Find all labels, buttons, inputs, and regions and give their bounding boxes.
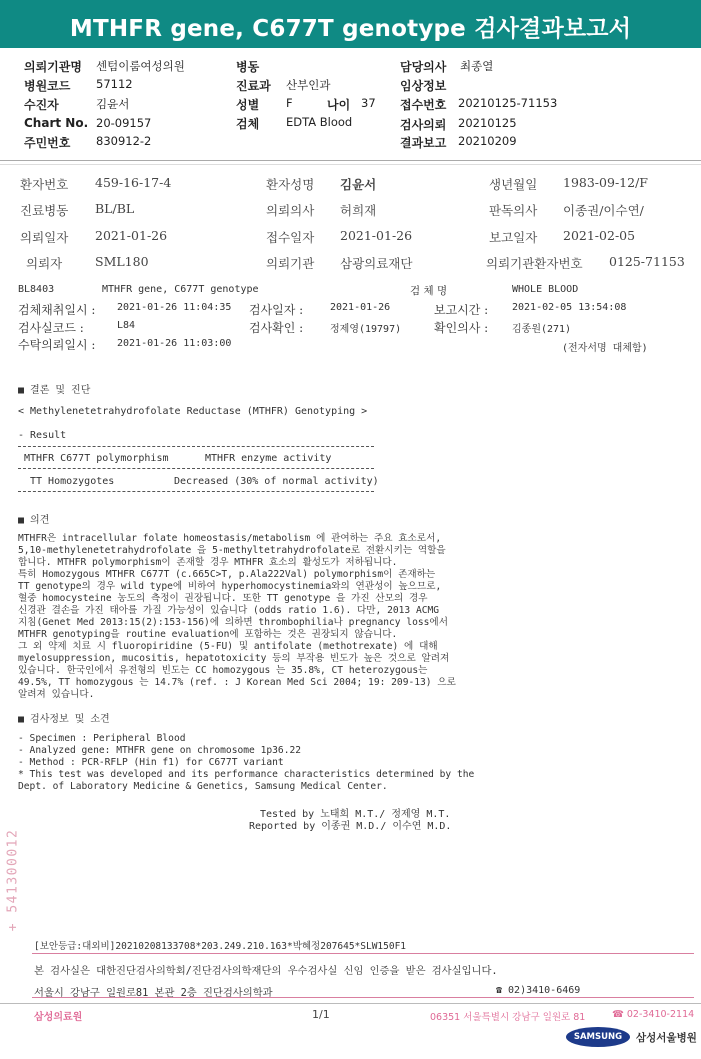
clinical-label: 임상정보 — [400, 79, 447, 93]
room-label: 검사실코드 : — [18, 321, 84, 335]
method-line: - Analyzed gene: MTHFR gene on chromosome 1p36.22 — [18, 745, 302, 756]
dob-value: 1983-09-12/F — [563, 175, 648, 190]
opinion-line: 합니다. MTHFR polymorphism이 존재할 경우 MTHFR 효소의 활성도가 저하됩니다. — [18, 557, 398, 568]
sex-label: 성별 — [236, 98, 260, 112]
requesting-inst-value: 센텀이룸여성의원 — [96, 59, 185, 73]
pid-label: 환자번호 — [20, 177, 69, 192]
collect-value: 2021-01-26 11:04:35 — [117, 302, 232, 313]
confirm-label: 검사확인 : — [249, 321, 304, 335]
collect-label: 검체채취일시 : — [18, 303, 96, 317]
dept-value: 산부인과 — [286, 78, 331, 92]
req-doctor-label: 의뢰의사 — [266, 203, 315, 218]
inst-pid-value: 0125-71153 — [609, 254, 685, 269]
confirm-value: 정제영(19797) — [330, 324, 402, 335]
room-value: L84 — [117, 320, 136, 331]
section-divider — [0, 160, 701, 165]
reading-value: 이종권/이수연/ — [563, 203, 644, 218]
chart-no-label: Chart No. — [24, 116, 89, 130]
table-rule-mid — [18, 468, 374, 469]
report-title: MTHFR gene, C677T genotype 검사결과보고서 — [69, 16, 632, 42]
method-line: - Method : PCR-RFLP (Hin f1) for C677T variant — [18, 757, 284, 768]
rrn-label: 주민번호 — [24, 136, 71, 150]
req-inst-label: 의뢰기관 — [266, 256, 315, 271]
name-label: 환자성명 — [266, 177, 315, 192]
results-heading: ■ 결론 및 진단 — [18, 385, 91, 396]
request-date-label: 검사의뢰 — [400, 118, 447, 132]
table-header-genotype: MTHFR C677T polymorphism — [24, 453, 169, 464]
recv-date-label: 접수일자 — [266, 230, 315, 245]
activity-value: Decreased (30% of normal activity) — [174, 476, 379, 487]
age-value: 37 — [361, 96, 376, 110]
doctor-value: 최종열 — [460, 59, 494, 73]
verify-value: 김종원(271) — [512, 324, 572, 335]
ward-label: 병동 — [236, 60, 260, 74]
table-rule-bottom — [18, 491, 374, 492]
req-date-label: 의뢰일자 — [20, 230, 69, 245]
test-date-value: 2021-01-26 — [330, 302, 391, 313]
test-name: MTHFR gene, C677T genotype — [102, 284, 259, 295]
lab-phone: ☎ 02)3410-6469 — [496, 985, 581, 996]
security-stamp: [보안등급:대외비]20210208133708*203.249.210.163*박혜정207645*SLW150F1 — [34, 941, 407, 952]
report-date-value: 20210209 — [458, 134, 517, 148]
dept-label: 진료과 — [236, 79, 271, 93]
opinion-heading: ■ 의견 — [18, 515, 50, 526]
report-date-label-2: 보고일자 — [489, 230, 538, 245]
reported-by: Reported by 이종권 M.D./ 이수연 M.D. — [249, 821, 452, 832]
cert-note: 본 검사실은 대한진단검사의학회/진단검사의학재단의 우수검사실 신임 인증을 받은 검사실입니다. — [34, 965, 498, 977]
specimen-value: EDTA Blood — [286, 115, 353, 129]
opinion-line: 있습니다. 한국인에서 유전형의 빈도는 CC homozygous 는 35.8%, CT heterozygous는 — [18, 665, 428, 676]
ward-label-2: 진료병동 — [20, 203, 69, 218]
req-doctor-value: 허희재 — [340, 203, 377, 218]
request-date-value: 20210125 — [458, 116, 517, 130]
doctor-label: 담당의사 — [400, 60, 447, 74]
report-time-label: 보고시간 : — [434, 303, 489, 317]
examinee-value: 김윤서 — [96, 97, 130, 111]
rrn-value: 830912-2 — [96, 134, 152, 148]
specimen-label: 검체 — [236, 117, 260, 131]
inst-pid-label: 의뢰기관환자번호 — [486, 256, 583, 271]
result-label: - Result — [18, 430, 67, 441]
recv-date-value: 2021-01-26 — [340, 228, 413, 243]
table-header-activity: MTHFR enzyme activity — [205, 453, 332, 464]
test-date-label: 검사일자 : — [249, 303, 304, 317]
age-label: 나이 — [327, 98, 351, 112]
requesting-inst-label: 의뢰기관명 — [24, 60, 82, 74]
opinion-line: MTHFR genotyping을 routine evaluation에 포함하는 것은 권장되지 않습니다. — [18, 629, 398, 640]
samsung-logo: SAMSUNG — [566, 1027, 630, 1047]
opinion-line: 그 외 약제 치료 시 fluoropiridine (5-FU) 및 antifolate (methotrexate) 에 대해 — [18, 641, 438, 652]
opinion-line: 신경관 결손을 가진 태아를 가질 가능성이 있습니다 (odds ratio 1.6). 다만, 2013 ACMG — [18, 605, 440, 616]
consign-label: 수탁의뢰일시 : — [18, 338, 96, 352]
hospital-code-value: 57112 — [96, 77, 133, 91]
report-date-value-2: 2021-02-05 — [563, 228, 636, 243]
page-number: 1/1 — [312, 1008, 330, 1021]
footer-rule — [0, 1003, 701, 1004]
test-code: BL8403 — [18, 284, 55, 295]
requester-label: 의뢰자 — [26, 256, 63, 271]
ward-value-2: BL/BL — [95, 201, 135, 216]
accession-value: 20210125-71153 — [458, 96, 558, 110]
method-line: * This test was developed and its performance characteristics determined by the — [18, 769, 475, 780]
opinion-line: 특히 Homozygous MTHFR C677T (c.665C>T, p.Ala222Val) polymorphism이 존재하는 — [18, 569, 436, 580]
lab-address: 서울시 강남구 일원로81 본관 2층 진단검사의학과 — [34, 987, 273, 999]
chart-no-value: 20-09157 — [96, 116, 152, 130]
req-date-value: 2021-01-26 — [95, 228, 168, 243]
opinion-line: 49.5%, TT homozygous 는 14.7% (ref. : J Korean Med Sci 2004; 19: 209-13) 으로 — [18, 677, 456, 688]
specimen-name-value: WHOLE BLOOD — [512, 284, 579, 295]
genotype-value: TT Homozygotes — [30, 476, 115, 487]
footer-address: 06351 서울특별시 강남구 일원로 81 — [430, 1012, 586, 1023]
cert-rule-top — [32, 953, 694, 954]
method-line: - Specimen : Peripheral Blood — [18, 733, 186, 744]
accession-label: 접수번호 — [400, 98, 447, 112]
sex-value: F — [286, 96, 293, 110]
report-time-value: 2021-02-05 13:54:08 — [512, 302, 627, 313]
pid-value: 459-16-17-4 — [95, 175, 172, 190]
name-value: 김윤서 — [340, 177, 377, 192]
report-date-label: 결과보고 — [400, 136, 447, 150]
dob-label: 생년월일 — [489, 177, 538, 192]
examinee-label: 수진자 — [24, 98, 59, 112]
method-line: Dept. of Laboratory Medicine & Genetics, Samsung Medical Center. — [18, 781, 388, 792]
cert-rule-bottom — [32, 997, 694, 998]
opinion-line: 5,10-methylenetetrahydrofolate 을 5-methyltetrahydrofolate로 전환시키는 역할을 — [18, 545, 446, 556]
opinion-line: TT genotype의 경우 wild type에 비하여 hyperhomocystinemia와의 연관성이 높으므로, — [18, 581, 442, 592]
hospital-name: 삼성서울병원 — [636, 1032, 697, 1044]
verify-label: 확인의사 : — [434, 321, 489, 335]
footer-phone: ☎ 02-3410-2114 — [612, 1009, 695, 1020]
req-inst-value: 삼광의료재단 — [340, 256, 413, 271]
esign-note: (전자서명 대체함) — [562, 343, 648, 354]
specimen-name-label: 검 체 명 — [410, 285, 448, 297]
hospital-code-label: 병원코드 — [24, 79, 71, 93]
side-watermark: + 541300012 — [5, 828, 21, 932]
opinion-line: 알려져 있습니다. — [18, 689, 95, 700]
table-rule-top — [18, 446, 374, 447]
opinion-line: 지침(Genet Med 2013:15(2):153-156)에 의하면 thrombophilia나 pregnancy loss에서 — [18, 617, 448, 628]
opinion-line: myelosuppression, mucositis, hepatotoxicity 등의 부작용 빈도가 높은 것으로 알려져 — [18, 653, 450, 664]
method-heading: ■ 검사정보 및 소견 — [18, 714, 110, 725]
consign-value: 2021-01-26 11:03:00 — [117, 338, 232, 349]
reading-label: 판독의사 — [489, 203, 538, 218]
opinion-line: 혈중 homocysteine 농도의 측정이 권장됩니다. 또한 TT genotype 을 가진 산모의 경우 — [18, 593, 428, 604]
results-subtitle: < Methylenetetrahydrofolate Reductase (MTHFR) Genotyping > — [18, 406, 368, 417]
requester-value: SML180 — [95, 254, 149, 269]
tested-by: Tested by 노태희 M.T./ 정제영 M.T. — [260, 809, 451, 820]
opinion-line: MTHFR은 intracellular folate homeostasis/metabolism 에 관여하는 주요 효소로서, — [18, 533, 442, 544]
footer-brand: 삼성의료원 — [34, 1012, 83, 1023]
